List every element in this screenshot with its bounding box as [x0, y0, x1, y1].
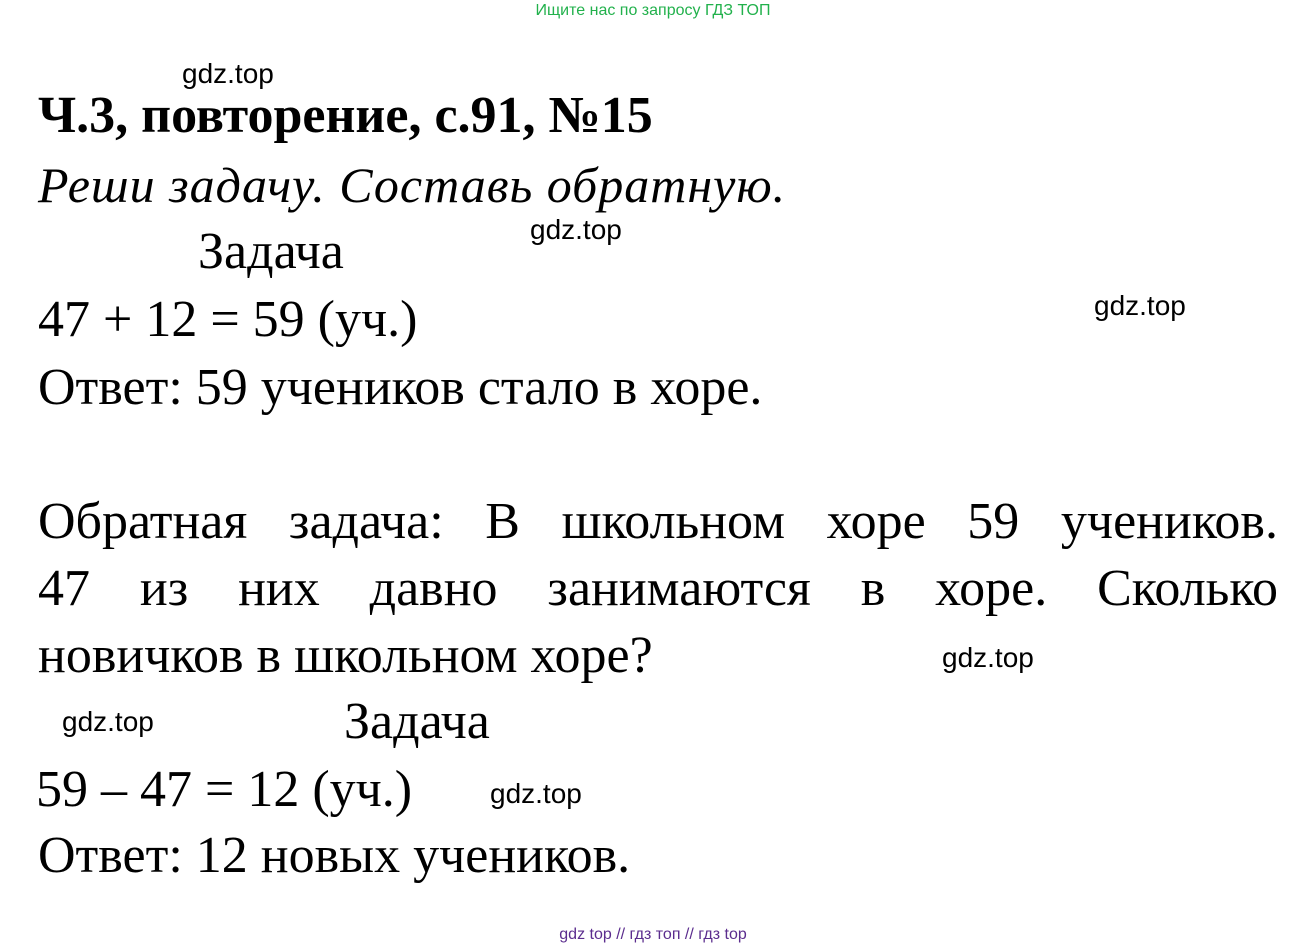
top-banner: Ищите нас по запросу ГДЗ ТОП [535, 2, 771, 19]
task-answer: Ответ: 59 учеников стало в хоре. [38, 359, 763, 416]
inverse-task-line: 47 из них давно занимаются в хоре. Сколько [38, 560, 1278, 617]
page-title: Ч.3, повторение, с.91, №15 [38, 87, 653, 144]
inverse-task-equation: 59 – 47 = 12 (уч.) [36, 761, 413, 818]
instruction-text: Реши задачу. Составь обратную. [38, 157, 787, 213]
footer-links: gdz top // гдз топ // гдз top [559, 926, 747, 943]
watermark: gdz.top [530, 214, 622, 245]
watermark: gdz.top [1094, 290, 1186, 321]
watermark: gdz.top [942, 642, 1034, 673]
watermark: gdz.top [182, 58, 274, 89]
inverse-task-line: Обратная задача: В школьном хоре 59 учеников. [38, 493, 1278, 550]
watermark: gdz.top [490, 778, 582, 809]
inverse-task-answer: Ответ: 12 новых учеников. [38, 827, 631, 884]
task-equation: 47 + 12 = 59 (уч.) [38, 291, 418, 348]
task-heading: Задача [198, 223, 344, 280]
watermark: gdz.top [62, 706, 154, 737]
inverse-task-heading: Задача [344, 693, 490, 750]
inverse-task-line: новичков в школьном хоре? [38, 627, 653, 684]
